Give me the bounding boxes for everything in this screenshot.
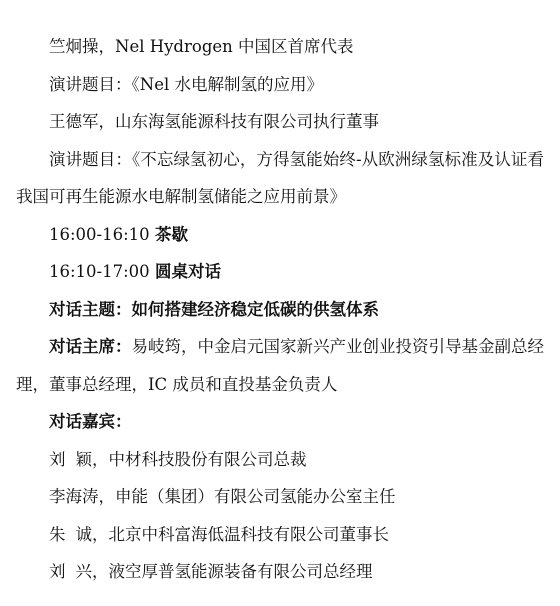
guest-org: ，北京中科富海低温科技有限公司董事长 xyxy=(92,524,389,544)
guest-org: ，申能（集团）有限公司氢能办公室主任 xyxy=(98,487,396,506)
guest-org: ，液空厚普氢能源装备有限公司总经理 xyxy=(92,562,373,581)
panel-chair-label: 对话主席： xyxy=(49,337,132,356)
break-line xyxy=(16,216,544,254)
panel-line xyxy=(16,253,544,291)
guest-name-first: 刘 xyxy=(49,562,66,581)
guest-line xyxy=(16,516,544,554)
guest-name: 李海涛 xyxy=(49,487,99,506)
guest-name-last: 颖 xyxy=(75,449,92,469)
topic-nel-line: 演讲题目：《Nel 水电解制氢的应用》 xyxy=(49,74,323,94)
panel-chair-text: 易岐筠，中金启元国家新兴产业创业投资引导基金副总经理，董事总经理，IC 成员和直投基金负责人 xyxy=(16,337,544,394)
panel-chair-paragraph xyxy=(16,328,544,403)
guest-line xyxy=(16,553,544,591)
break-label: 茶歇 xyxy=(154,224,188,244)
panel-time: 16:10-17:00 xyxy=(49,262,150,281)
panel-guests-label: 对话嘉宾： xyxy=(49,412,132,431)
speaker-zhu-line: 竺炯操，Nel Hydrogen 中国区首席代表 xyxy=(49,37,354,56)
guest-org: ，中材科技股份有限公司总裁 xyxy=(92,449,307,469)
guest-line xyxy=(16,478,544,516)
guest-name-first: 刘 xyxy=(49,449,66,469)
guest-name-last: 诚 xyxy=(75,524,92,544)
panel-label: 圆桌对话 xyxy=(154,262,221,281)
guest-name-last: 兴 xyxy=(75,562,92,581)
guest-line xyxy=(16,441,544,479)
speaker-wang-line: 王德军，山东海氢能源科技有限公司执行董事 xyxy=(49,112,379,131)
topic-wang-paragraph: 演讲题目：《不忘绿氢初心，方得氢能始终-从欧洲绿氢标准及认证看我国可再生能源水电解制氢储能之应用前景》 xyxy=(16,149,544,206)
guest-name-first: 朱 xyxy=(49,524,66,544)
panel-theme-line: 对话主题：如何搭建经济稳定低碳的供氢体系 xyxy=(49,299,379,319)
break-time: 16:00-16:10 xyxy=(49,224,150,244)
